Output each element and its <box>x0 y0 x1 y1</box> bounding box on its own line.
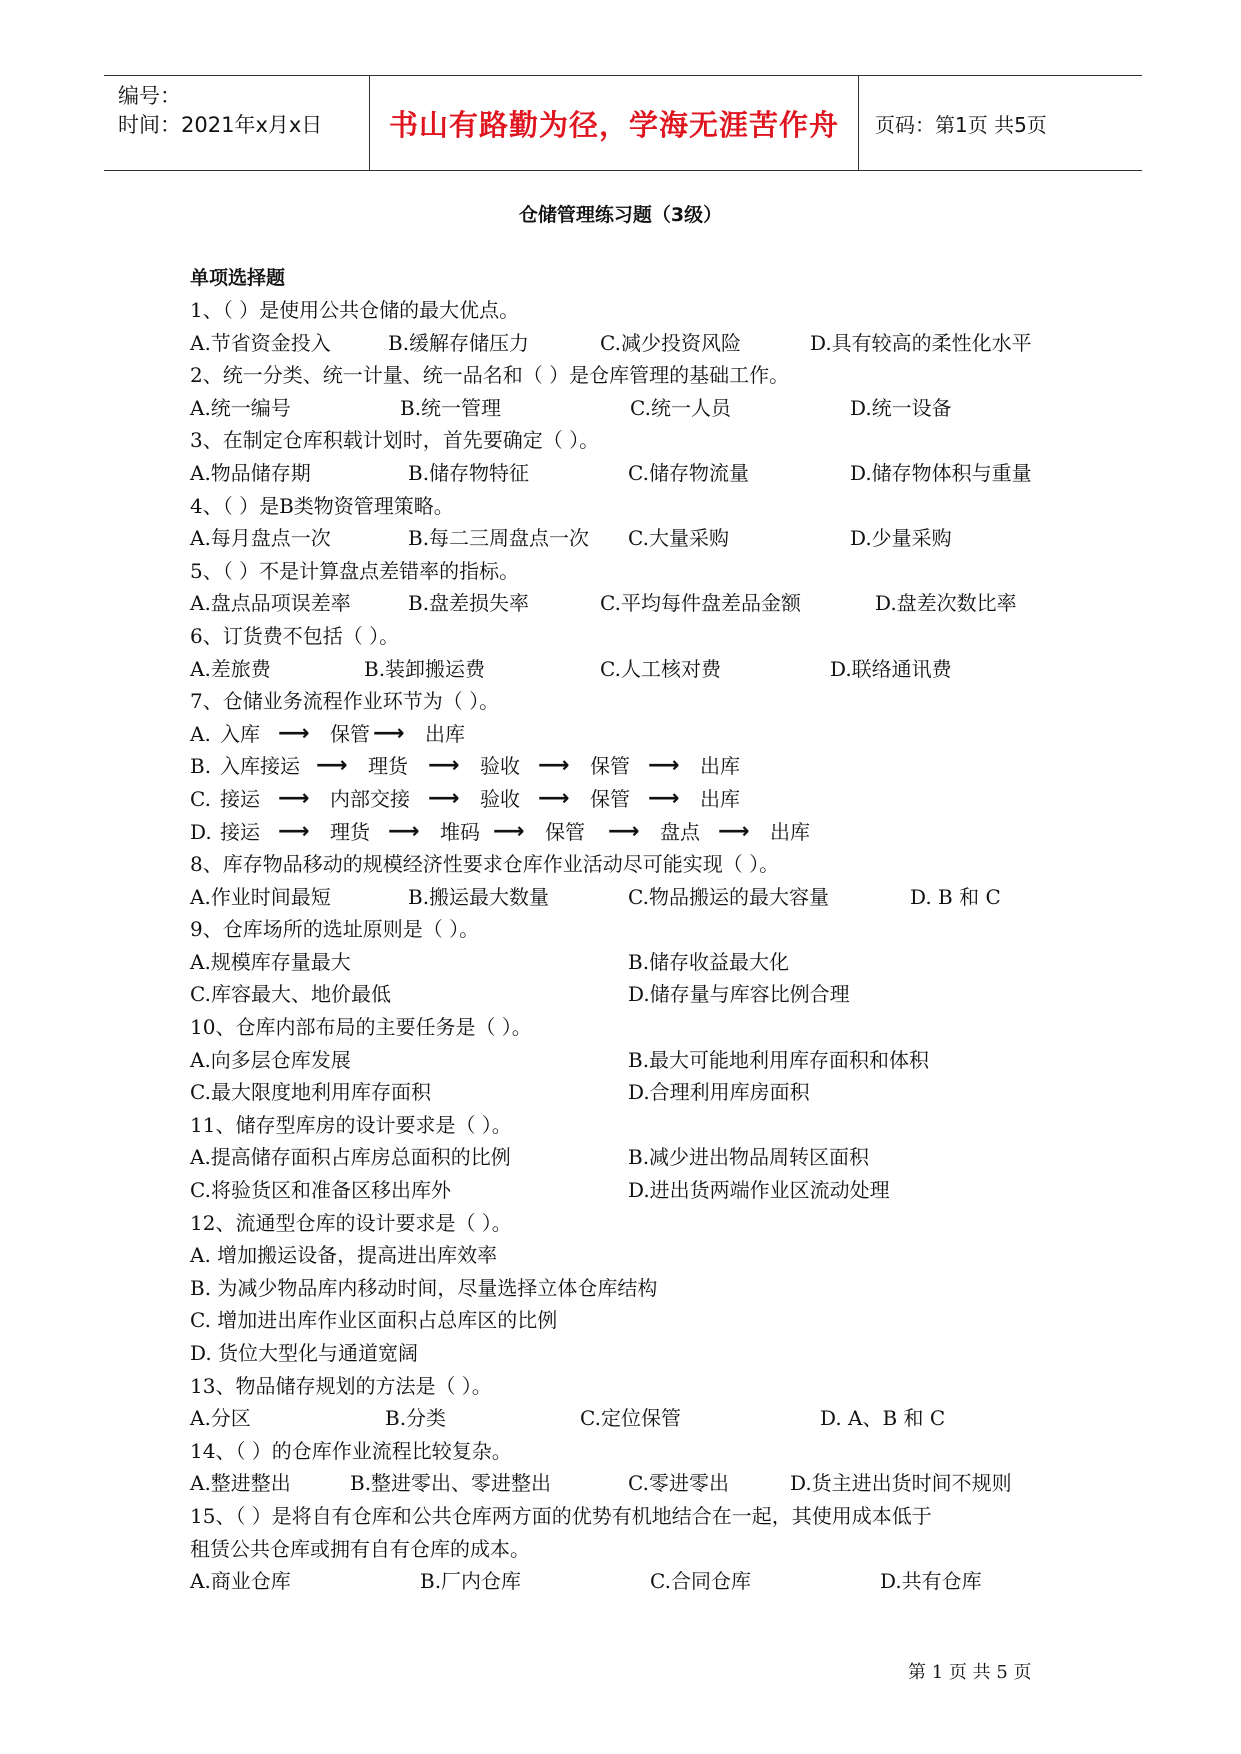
option: B.搬运最大数量 <box>408 884 550 909</box>
option: A.规模库存量最大 <box>190 949 351 974</box>
option-row <box>190 522 1090 555</box>
option: A.统一编号 <box>190 395 291 420</box>
option-row <box>190 946 1090 979</box>
document-title: 仓储管理练习题（3级） <box>518 204 723 226</box>
option: C.减少投资风险 <box>600 330 741 355</box>
option-row <box>190 1402 1090 1435</box>
option: C.储存物流量 <box>628 460 749 485</box>
option: A.作业时间最短 <box>190 884 331 909</box>
flow-step: 理货 <box>368 754 408 779</box>
option: A.物品储存期 <box>190 460 311 485</box>
option: D. 货位大型化与通道宽阔 <box>190 1341 419 1365</box>
question-stem: 11、储存型库房的设计要求是（ ）。 <box>190 1112 512 1137</box>
option: C. 增加进出库作业区面积占总库区的比例 <box>190 1308 558 1333</box>
option: D.储存物体积与重量 <box>850 460 1032 485</box>
option: B.最大可能地利用库存面积和体积 <box>628 1047 930 1072</box>
option: D.联络通讯费 <box>830 656 952 681</box>
option: A.节省资金投入 <box>190 330 331 355</box>
arrow-right-icon: ⟶ <box>428 785 460 811</box>
option: C.人工核对费 <box>600 656 721 681</box>
arrow-right-icon: ⟶ <box>316 753 348 779</box>
option: A.商业仓库 <box>190 1569 291 1594</box>
header-page-cell <box>859 76 1142 170</box>
option: B.每二三周盘点一次 <box>408 526 590 551</box>
page-header <box>104 75 1142 171</box>
option-row <box>190 392 1090 425</box>
option: B.盘差损失率 <box>408 591 530 616</box>
option: C.大量采购 <box>628 526 729 551</box>
option: D.货主进出货时间不规则 <box>790 1471 1012 1496</box>
question-stem: 6、订货费不包括（ ）。 <box>190 623 400 648</box>
arrow-right-icon: ⟶ <box>718 818 750 844</box>
option: A.差旅费 <box>190 656 271 681</box>
arrow-right-icon: ⟶ <box>648 753 680 779</box>
option-row <box>190 1565 1090 1598</box>
flow-option <box>190 750 1090 783</box>
option-row <box>190 1174 1090 1207</box>
number-label: 编号： <box>118 84 181 108</box>
option: A.提高储存面积占库房总面积的比例 <box>190 1145 511 1170</box>
option: B.厂内仓库 <box>420 1569 522 1594</box>
option: C.零进零出 <box>628 1471 729 1496</box>
question-stem: 5、（ ）不是计算盘点差错率的指标。 <box>190 558 520 583</box>
option: C.最大限度地利用库存面积 <box>190 1080 431 1105</box>
header-motto-cell <box>370 76 859 170</box>
question-stem: 4、（ ）是B类物资管理策略。 <box>190 493 454 518</box>
option-row <box>190 881 1090 914</box>
flow-label: C. <box>190 786 211 811</box>
flow-step: 保管 <box>590 786 630 811</box>
flow-step: 保管 <box>545 819 585 844</box>
flow-step: 接运 <box>220 819 260 844</box>
option: D.少量采购 <box>850 526 952 551</box>
option: D. A、B 和 C <box>820 1406 946 1431</box>
option-row <box>190 457 1090 490</box>
question-stem: 13、物品储存规划的方法是（ ）。 <box>190 1373 492 1398</box>
arrow-right-icon: ⟶ <box>278 785 310 811</box>
flow-option <box>190 816 1090 849</box>
option-row <box>190 1044 1090 1077</box>
arrow-right-icon: ⟶ <box>278 720 310 746</box>
question-stem: 1、（ ）是使用公共仓储的最大优点。 <box>190 298 520 322</box>
option: B.统一管理 <box>400 395 502 420</box>
option: A.盘点品项误差率 <box>190 591 351 616</box>
option: B.缓解存储压力 <box>388 330 530 355</box>
option-row <box>190 1076 1090 1109</box>
flow-step: 盘点 <box>660 819 700 844</box>
option-row <box>190 1467 1090 1500</box>
question-stem: 7、仓储业务流程作业环节为（ ）。 <box>190 689 500 714</box>
flow-step: 堆码 <box>440 819 480 844</box>
arrow-right-icon: ⟶ <box>428 753 460 779</box>
arrow-right-icon: ⟶ <box>278 818 310 844</box>
option: D.进出货两端作业区流动处理 <box>628 1178 890 1203</box>
flow-step: 保管 <box>590 754 630 779</box>
option-row <box>190 1141 1090 1174</box>
question-stem: 3、在制定仓库积载计划时，首先要确定（ ）。 <box>190 428 600 453</box>
option: A. 增加搬运设备，提高进出库效率 <box>190 1243 498 1268</box>
question-stem-cont: 租赁公共仓库或拥有自有仓库的成本。 <box>190 1536 530 1561</box>
flow-label: A. <box>190 721 211 746</box>
option: D.统一设备 <box>850 395 952 420</box>
option: D.具有较高的柔性化水平 <box>810 330 1032 355</box>
page-info: 页码：第1页 共5页 <box>875 112 1047 137</box>
arrow-right-icon: ⟶ <box>538 753 570 779</box>
page-footer: 第 1 页 共 5 页 <box>908 1662 1032 1683</box>
question-stem: 8、库存物品移动的规模经济性要求仓库作业活动尽可能实现（ ）。 <box>190 852 780 877</box>
flow-step: 入库 <box>220 721 260 746</box>
option: C.定位保管 <box>580 1406 681 1431</box>
option-row <box>190 327 1090 360</box>
flow-step: 出库 <box>700 786 740 811</box>
question-stem: 14、（ ）的仓库作业流程比较复杂。 <box>190 1438 512 1463</box>
option: C.统一人员 <box>630 395 731 420</box>
option-row <box>190 653 1090 686</box>
option: D.盘差次数比率 <box>875 591 1017 616</box>
section-heading: 单项选择题 <box>190 267 286 289</box>
question-stem: 15、（ ）是将自有仓库和公共仓库两方面的优势有机地结合在一起，其使用成本低于 <box>190 1503 932 1528</box>
option: B.分类 <box>385 1406 447 1431</box>
flow-step: 保管 <box>330 721 370 746</box>
flow-step: 验收 <box>480 786 520 811</box>
flow-step: 入库接运 <box>220 754 300 779</box>
option: D. B 和 C <box>910 884 1001 909</box>
question-stem: 9、仓库场所的选址原则是（ ）。 <box>190 917 480 942</box>
arrow-right-icon: ⟶ <box>648 785 680 811</box>
arrow-right-icon: ⟶ <box>608 818 640 844</box>
question-stem: 12、流通型仓库的设计要求是（ ）。 <box>190 1210 512 1235</box>
question-stem: 2、统一分类、统一计量、统一品名和（ ）是仓库管理的基础工作。 <box>190 363 790 388</box>
option: A.向多层仓库发展 <box>190 1047 351 1072</box>
flow-label: D. <box>190 819 212 844</box>
option: B.储存收益最大化 <box>628 949 790 974</box>
motto: 书山有路勤为径，学海无涯苦作舟 <box>388 107 839 142</box>
option: D.共有仓库 <box>880 1569 982 1594</box>
arrow-right-icon: ⟶ <box>538 785 570 811</box>
option: C.将验货区和准备区移出库外 <box>190 1178 451 1203</box>
option: C.合同仓库 <box>650 1569 751 1594</box>
option-row <box>190 587 1090 620</box>
question-list <box>190 262 1090 1598</box>
flow-option <box>190 783 1090 816</box>
flow-step: 内部交接 <box>330 786 410 811</box>
option: D.合理利用库房面积 <box>628 1080 810 1105</box>
flow-step: 出库 <box>770 819 810 844</box>
option: C.平均每件盘差品金额 <box>600 591 801 616</box>
option: B.整进零出、零进整出 <box>350 1471 552 1496</box>
option: D.储存量与库容比例合理 <box>628 982 850 1007</box>
arrow-right-icon: ⟶ <box>388 818 420 844</box>
flow-step: 出库 <box>700 754 740 779</box>
flow-label: B. <box>190 754 212 779</box>
option: B.装卸搬运费 <box>364 656 486 681</box>
arrow-right-icon: ⟶ <box>493 818 525 844</box>
option: B.减少进出物品周转区面积 <box>628 1145 870 1170</box>
flow-step: 验收 <box>480 754 520 779</box>
option: A.分区 <box>190 1406 251 1431</box>
option: C.物品搬运的最大容量 <box>628 884 829 909</box>
arrow-right-icon: ⟶ <box>373 720 405 746</box>
option: A.每月盘点一次 <box>190 526 331 551</box>
option: C.库容最大、地价最低 <box>190 982 391 1007</box>
flow-option <box>190 718 1090 751</box>
flow-step: 接运 <box>220 786 260 811</box>
option: B.储存物特征 <box>408 460 530 485</box>
flow-step: 出库 <box>425 721 465 746</box>
option: A.整进整出 <box>190 1471 291 1496</box>
time-label: 时间：2021年x月x日 <box>118 113 323 137</box>
header-meta <box>104 76 370 170</box>
option-row <box>190 978 1090 1011</box>
question-stem: 10、仓库内部布局的主要任务是（ ）。 <box>190 1015 532 1040</box>
option: B. 为减少物品库内移动时间，尽量选择立体仓库结构 <box>190 1275 658 1300</box>
flow-step: 理货 <box>330 819 370 844</box>
